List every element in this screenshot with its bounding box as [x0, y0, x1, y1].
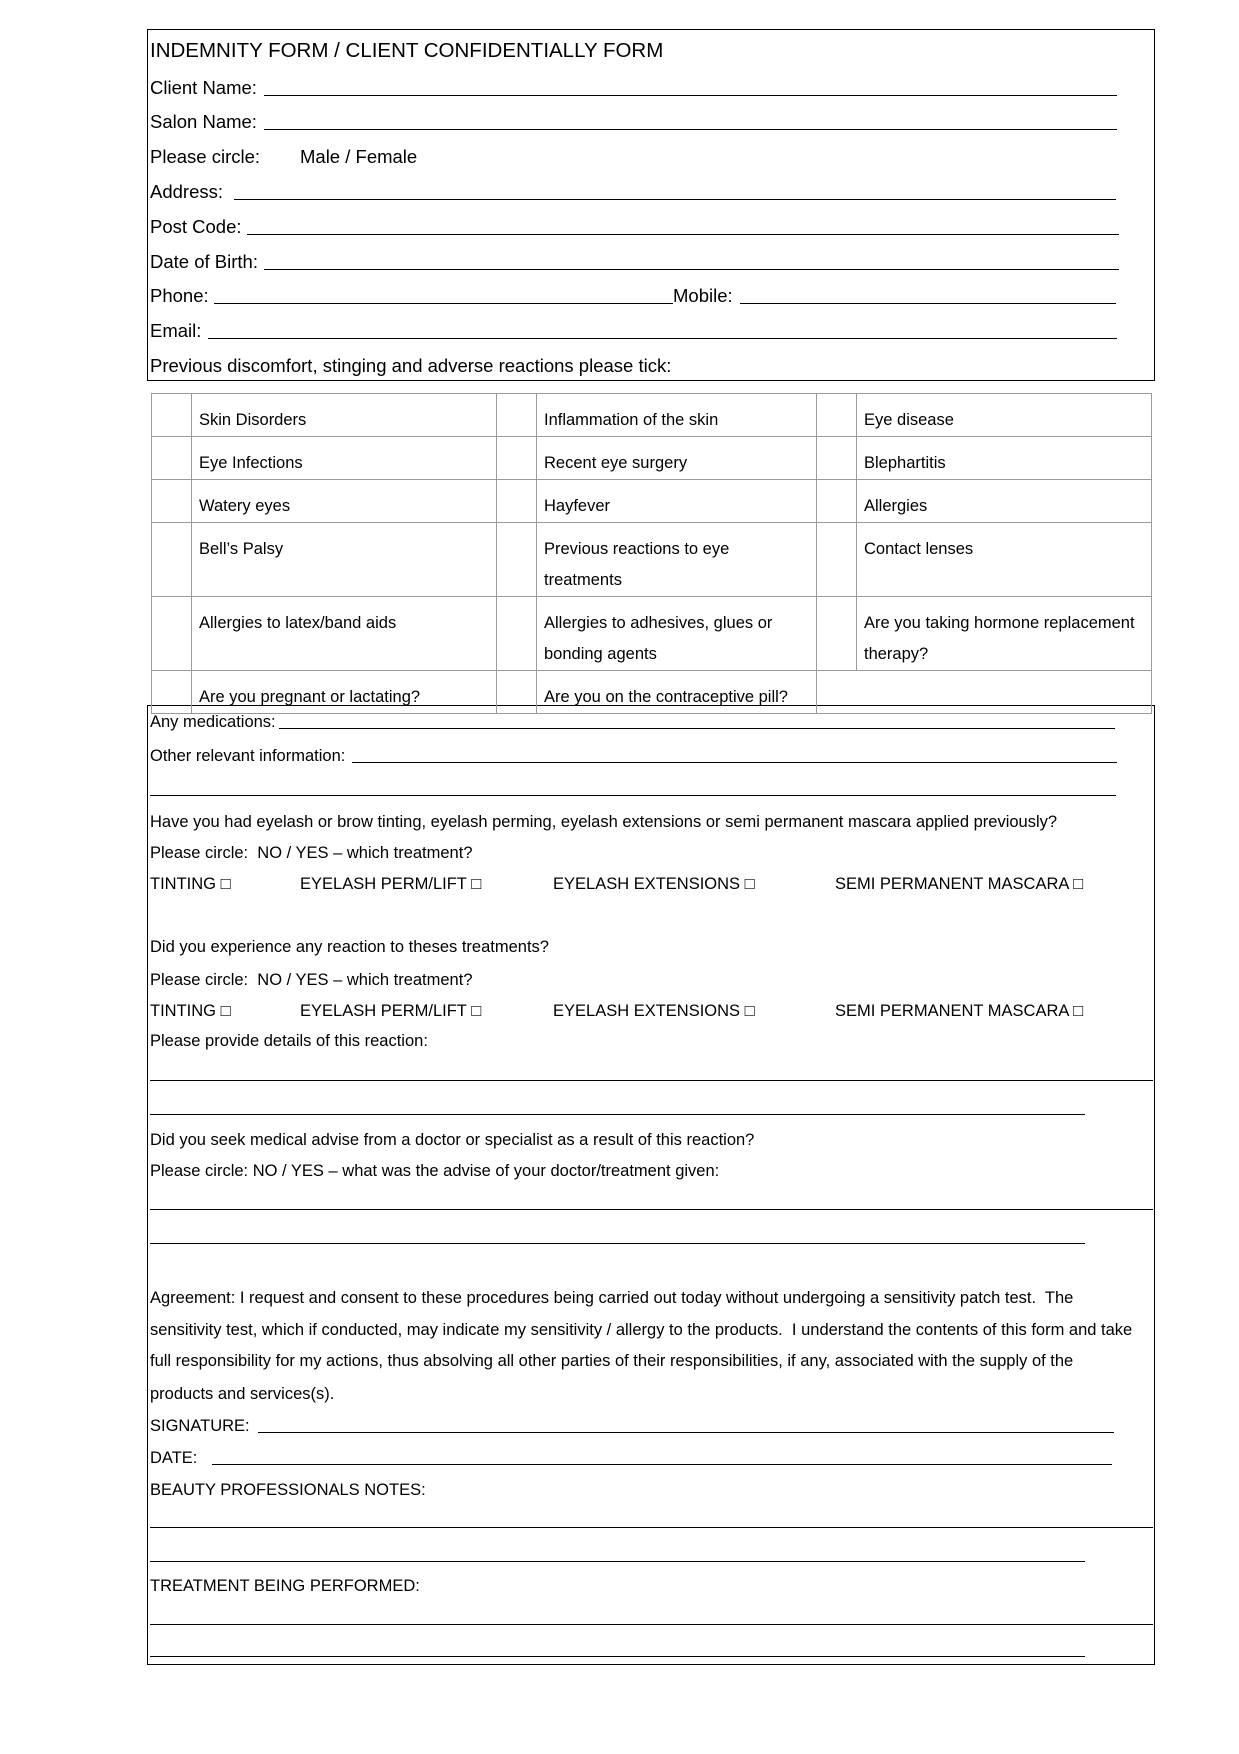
- email-field[interactable]: [208, 338, 1117, 339]
- option-eyelash-perm[interactable]: [300, 874, 481, 894]
- empty-cell: [817, 671, 1152, 714]
- option-tinting[interactable]: [150, 874, 231, 894]
- post-code-label: Post Code:: [150, 216, 242, 237]
- condition-label: Inflammation of the skin: [537, 394, 817, 437]
- gender-options[interactable]: Male / Female: [300, 146, 418, 167]
- condition-label: Allergies: [857, 480, 1152, 523]
- date-field[interactable]: [212, 1464, 1112, 1465]
- agreement-line: Agreement: I request and consent to these procedures being carried out today without undergoing a sensitivity patch test. The: [150, 1289, 1074, 1307]
- option-label: EYELASH EXTENSIONS: [553, 1002, 741, 1020]
- option-label: SEMI PERMANENT MASCARA: [835, 875, 1069, 893]
- dob-label: Date of Birth:: [150, 251, 258, 272]
- option-label: EYELASH PERM/LIFT: [300, 875, 467, 893]
- table-row: [152, 597, 1152, 671]
- tick-box[interactable]: [152, 480, 192, 523]
- tick-box[interactable]: [152, 597, 192, 671]
- reaction-details-prompt: Please provide details of this reaction:: [150, 1032, 428, 1050]
- other-info-field[interactable]: [352, 762, 1117, 763]
- medical-advice-prompt: Please circle: NO / YES – what was the advise of your doctor/treatment given:: [150, 1162, 720, 1180]
- tick-box[interactable]: [817, 523, 857, 597]
- tick-box[interactable]: [817, 597, 857, 671]
- reactions-prompt: Previous discomfort, stinging and adverse reactions please tick:: [150, 355, 672, 376]
- client-name-label: Client Name:: [150, 77, 257, 98]
- table-row: [152, 671, 1152, 714]
- option-tinting[interactable]: [150, 1001, 231, 1021]
- checkbox-icon[interactable]: □: [1073, 1002, 1084, 1020]
- checkbox-icon[interactable]: □: [744, 1002, 755, 1020]
- treatment-performed-field-2[interactable]: [150, 1656, 1085, 1657]
- post-code-field[interactable]: [247, 234, 1119, 235]
- medications-field[interactable]: [279, 728, 1115, 729]
- option-label: EYELASH EXTENSIONS: [553, 875, 741, 893]
- previous-treatment-question: Have you had eyelash or brow tinting, eyelash perming, eyelash extensions or semi permanent mascara applied previously?: [150, 813, 1058, 831]
- tick-box[interactable]: [817, 480, 857, 523]
- checkbox-icon[interactable]: □: [471, 1002, 482, 1020]
- agreement-line: sensitivity test, which if conducted, may indicate my sensitivity / allergy to the products. I understand the contents of this form and take: [150, 1321, 1133, 1339]
- address-field[interactable]: [234, 199, 1116, 200]
- tick-box[interactable]: [497, 597, 537, 671]
- tick-box[interactable]: [152, 671, 192, 714]
- mobile-field[interactable]: [740, 303, 1116, 304]
- tick-box[interactable]: [497, 523, 537, 597]
- conditions-table: [151, 393, 1152, 714]
- checkbox-icon[interactable]: □: [471, 875, 482, 893]
- address-label: Address:: [150, 181, 224, 202]
- agreement-line: products and services(s).: [150, 1385, 335, 1403]
- condition-label: Are you on the contraceptive pill?: [537, 671, 817, 714]
- condition-label: Are you taking hormone replacement therapy?: [857, 597, 1152, 671]
- condition-label: Previous reactions to eye treatments: [537, 523, 817, 597]
- other-info-label: Other relevant information:: [150, 747, 346, 765]
- option-label: SEMI PERMANENT MASCARA: [835, 1002, 1069, 1020]
- signature-field[interactable]: [258, 1432, 1114, 1433]
- reaction-details-field[interactable]: [150, 1080, 1153, 1081]
- form-title: INDEMNITY FORM / CLIENT CONFIDENTIALLY FORM: [150, 39, 664, 62]
- option-label: EYELASH PERM/LIFT: [300, 1002, 467, 1020]
- tick-box[interactable]: [497, 394, 537, 437]
- email-label: Email:: [150, 320, 202, 341]
- tick-box[interactable]: [817, 437, 857, 480]
- salon-name-field[interactable]: [264, 129, 1117, 130]
- condition-label: Blephartitis: [857, 437, 1152, 480]
- other-info-field-2[interactable]: [150, 795, 1116, 796]
- salon-name-label: Salon Name:: [150, 111, 257, 132]
- table-row: [152, 394, 1152, 437]
- option-label: TINTING: [150, 1002, 216, 1020]
- condition-label: Watery eyes: [192, 480, 497, 523]
- gender-prompt: Please circle:: [150, 146, 261, 167]
- phone-field[interactable]: [214, 303, 673, 304]
- phone-label: Phone:: [150, 285, 209, 306]
- condition-label: Eye disease: [857, 394, 1152, 437]
- medical-advice-question: Did you seek medical advise from a doctor or specialist as a result of this reaction?: [150, 1131, 755, 1149]
- condition-label: Contact lenses: [857, 523, 1152, 597]
- checkbox-icon[interactable]: □: [744, 875, 755, 893]
- table-row: [152, 437, 1152, 480]
- medical-advice-field-2[interactable]: [150, 1243, 1085, 1244]
- condition-label: Skin Disorders: [192, 394, 497, 437]
- dob-field[interactable]: [264, 269, 1119, 270]
- date-label: DATE:: [150, 1449, 198, 1467]
- checkbox-icon[interactable]: □: [220, 1002, 231, 1020]
- tick-box[interactable]: [152, 523, 192, 597]
- option-semi-permanent-mascara[interactable]: [835, 874, 1083, 894]
- tick-box[interactable]: [152, 394, 192, 437]
- tick-box[interactable]: [152, 437, 192, 480]
- condition-label: Are you pregnant or lactating?: [192, 671, 497, 714]
- condition-label: Hayfever: [537, 480, 817, 523]
- professional-notes-label: BEAUTY PROFESSIONALS NOTES:: [150, 1481, 426, 1499]
- tick-box[interactable]: [817, 394, 857, 437]
- professional-notes-field[interactable]: [150, 1527, 1153, 1528]
- reaction-question: Did you experience any reaction to theses treatments?: [150, 938, 549, 956]
- treatment-performed-field[interactable]: [150, 1624, 1153, 1625]
- condition-label: Allergies to latex/band aids: [192, 597, 497, 671]
- agreement-line: full responsibility for my actions, thus absolving all other parties of their responsibilities, if any, associated with the supply of the: [150, 1352, 1074, 1370]
- reaction-details-field-2[interactable]: [150, 1114, 1085, 1115]
- tick-box[interactable]: [497, 480, 537, 523]
- medications-label: Any medications:: [150, 713, 276, 731]
- medical-advice-field[interactable]: [150, 1209, 1153, 1210]
- option-label: TINTING: [150, 875, 216, 893]
- option-semi-permanent-mascara[interactable]: [835, 1001, 1083, 1021]
- option-eyelash-extensions[interactable]: [553, 874, 755, 894]
- mobile-label: Mobile:: [673, 285, 733, 306]
- condition-label: Eye Infections: [192, 437, 497, 480]
- checkbox-icon[interactable]: □: [220, 875, 231, 893]
- table-row: [152, 523, 1152, 597]
- treatment-performed-label: TREATMENT BEING PERFORMED:: [150, 1577, 420, 1595]
- checkbox-icon[interactable]: □: [1073, 875, 1084, 893]
- table-row: [152, 480, 1152, 523]
- option-eyelash-extensions[interactable]: [553, 1001, 755, 1021]
- reaction-circle-prompt: Please circle: NO / YES – which treatment?: [150, 971, 473, 989]
- tick-box[interactable]: [497, 671, 537, 714]
- tick-box[interactable]: [497, 437, 537, 480]
- professional-notes-field-2[interactable]: [150, 1561, 1085, 1562]
- client-name-field[interactable]: [264, 95, 1117, 96]
- condition-label: Allergies to adhesives, glues or bonding agents: [537, 597, 817, 671]
- client-details-section: [147, 29, 1155, 381]
- option-eyelash-perm[interactable]: [300, 1001, 481, 1021]
- condition-label: Bell’s Palsy: [192, 523, 497, 597]
- signature-label: SIGNATURE:: [150, 1417, 250, 1435]
- condition-label: Recent eye surgery: [537, 437, 817, 480]
- treatment-circle-prompt: Please circle: NO / YES – which treatment?: [150, 844, 473, 862]
